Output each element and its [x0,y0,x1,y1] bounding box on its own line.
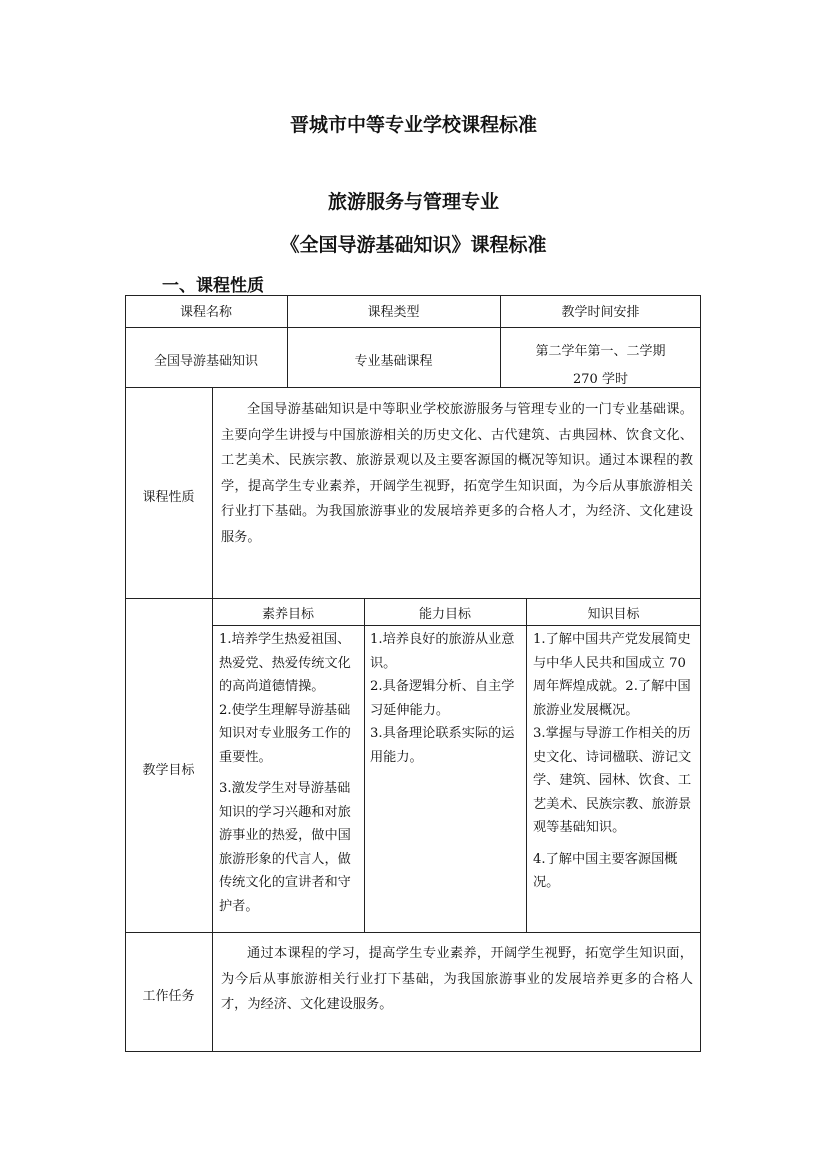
header-course-type: 课程类型 [367,305,420,320]
value-course-name: 全国导游基础知识 [153,354,258,369]
value-course-type: 专业基础课程 [354,354,433,369]
knowledge-goal-4: 4.了解中国主要客源国概况。 [533,851,678,890]
label-teaching-goals: 教学目标 [142,763,195,778]
header-ability-goals: 能力目标 [418,607,471,622]
work-tasks-text: 通过本课程的学习，提高学生专业素养，开阔学生视野，拓宽学生知识面，为今后从事旅游相关行业打下基础，为我国旅游事业的发展培养更多的合格人才，为经济、文化建设服务。 [221,946,693,1013]
header-schedule: 教学时间安排 [561,305,640,320]
ability-goals-list [370,628,520,769]
knowledge-goal-1-2: 1.了解中国共产党发展简史与中华人民共和国成立 70 周年辉煌成就。2.了解中国旅游业发展概况。 [533,632,691,718]
table-rule [212,625,701,626]
course-nature-text: 全国导游基础知识是中等职业学校旅游服务与管理专业的一门专业基础课。主要向学生讲授与中国旅游相关的历史文化、古代建筑、古典园林、饮食文化、工艺美术、民族宗教、旅游景观以及主要客源国的概况等知识。通过本课程的教学，提高学生专业素养，开阔学生视野，拓宽学生知识面，为今后从事旅游相关行业打下基础。为我国旅游事业的发展培养更多的合格人才，为经济、文化建设服务。 [221,402,693,545]
header-knowledge-goals: 知识目标 [587,607,640,622]
quality-goals-list [219,628,359,918]
table-rule [526,598,527,932]
knowledge-goal-3: 3.掌握与导游工作相关的历史文化、诗词楹联、游记文学、建筑、园林、饮食、工艺美术、民族宗教、旅游景观等基础知识。 [533,726,692,835]
course-standard-title: 《全国导游基础知识》课程标准 [280,234,547,256]
ability-goal-2: 2.具备逻辑分析、自主学习延伸能力。 [370,679,515,718]
ability-goal-1: 1.培养良好的旅游从业意识。 [370,632,515,671]
table-rule [212,387,213,1052]
header-course-name: 课程名称 [179,305,232,320]
ability-goal-3: 3.具备理论联系实际的运用能力。 [370,726,515,765]
label-course-nature: 课程性质 [142,490,195,505]
quality-goal-3: 3.激发学生对导游基础知识的学习兴趣和对旅游事业的热爱，做中国旅游形象的代言人，做传统文化的宣讲者和守护者。 [219,781,351,914]
table-rule [364,598,365,932]
label-work-tasks: 工作任务 [142,989,195,1004]
table-rule [125,327,701,328]
knowledge-goals-list [533,628,696,895]
header-quality-goals: 素养目标 [261,607,314,622]
quality-goal-1: 1.培养学生热爱祖国、热爱党、热爱传统文化的高尚道德情操。 [219,632,351,694]
section-heading-course-nature: 一、课程性质 [162,276,264,296]
quality-goal-2: 2.使学生理解导游基础知识对专业服务工作的重要性。 [219,702,351,765]
major-title: 旅游服务与管理专业 [327,191,499,213]
value-schedule [500,338,701,394]
document-title: 晋城市中等专业学校课程标准 [289,114,537,136]
schedule-hours: 270 学时 [573,372,628,387]
schedule-semesters: 第二学年第一、二学期 [535,344,666,359]
